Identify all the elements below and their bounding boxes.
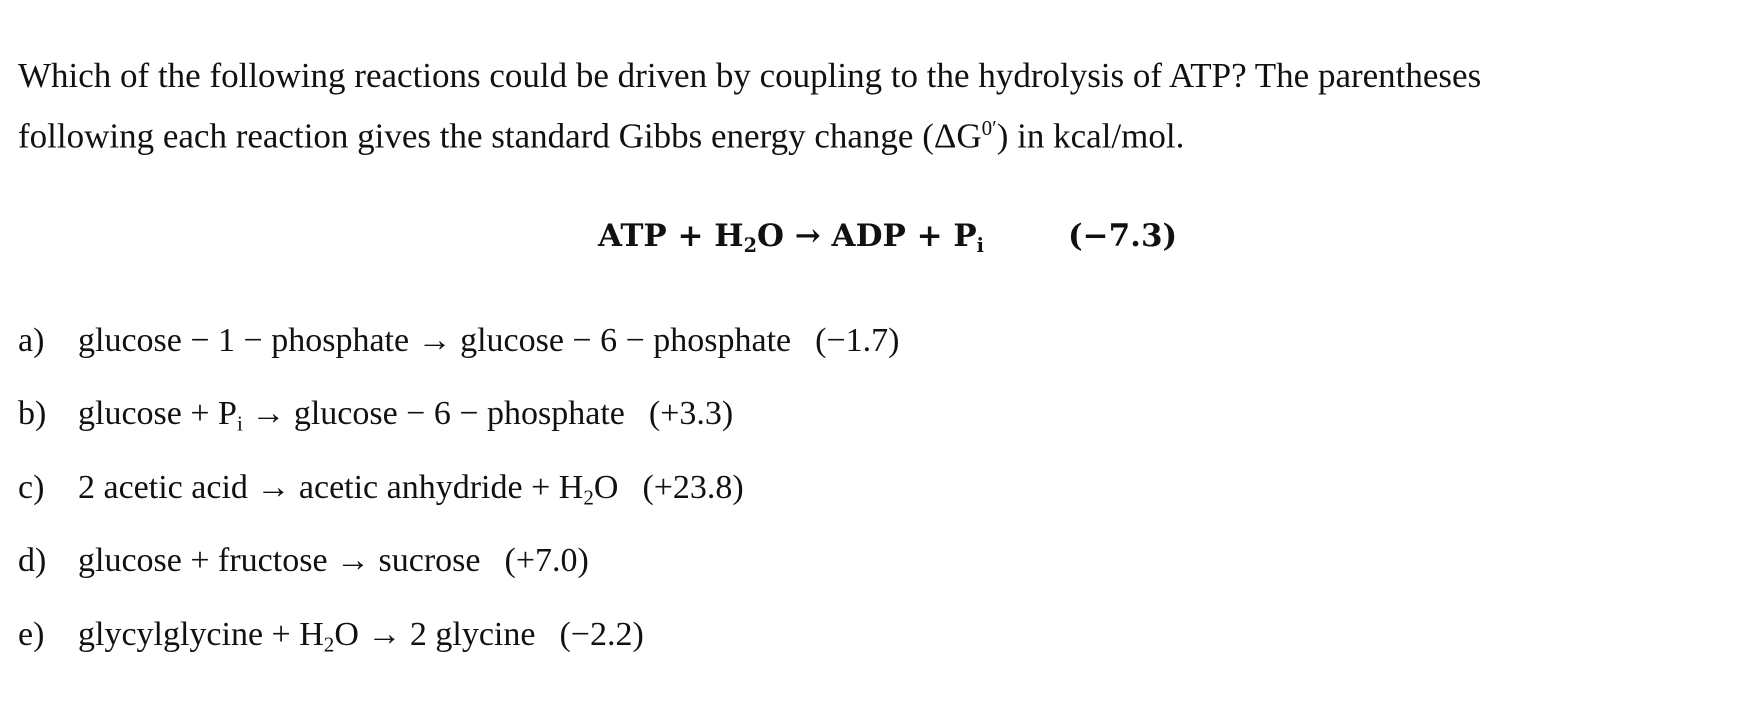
choice-reaction (78, 319, 791, 363)
question-text (18, 50, 1733, 163)
equation-part: O → ADP + P (756, 218, 977, 254)
reaction-part: O → 2 glycine (334, 616, 536, 653)
question-line-2-start: following each reaction gives the standard Gibbs energy change (ΔG (18, 116, 982, 156)
gibbs-energy-value: (+3.3) (648, 395, 734, 432)
atp-hydrolysis-equation (598, 214, 1177, 258)
question-line-2 (18, 102, 1733, 163)
reaction-part: glucose + P (78, 395, 237, 432)
gibbs-energy-value: (−7.3) (1067, 218, 1178, 254)
question-line-2-end: ) in kcal/mol. (996, 116, 1185, 156)
choice-letter: e) (18, 616, 45, 653)
subscript: i (976, 233, 984, 257)
answer-choice-c[interactable] (18, 466, 744, 510)
gibbs-energy-value: (+7.0) (504, 542, 589, 579)
equation-part: ATP + H (598, 218, 744, 254)
question-line-1: Which of the following reactions could be driven by coupling to the hydrolysis of ATP? The parentheses (18, 56, 1482, 95)
choice-letter: c) (18, 469, 45, 506)
choice-reaction (78, 539, 481, 583)
choice-letter: d) (18, 542, 47, 579)
answer-choice-a[interactable] (18, 319, 899, 363)
reaction-part: O (593, 469, 619, 506)
reaction-part: → glucose − 6 − phosphate (242, 395, 625, 432)
reaction-part: glycylglycine + H (78, 616, 324, 653)
reaction-part: glucose + fructose → sucrose (78, 542, 481, 579)
choice-reaction (78, 613, 535, 657)
choice-reaction (78, 466, 618, 510)
choice-letter: a) (18, 322, 45, 359)
reaction-part: 2 acetic acid → acetic anhydride + H (78, 469, 584, 506)
subscript: 2 (323, 632, 335, 657)
subscript: i (236, 411, 243, 436)
gibbs-energy-value: (−1.7) (815, 322, 900, 359)
gibbs-energy-value: (−2.2) (559, 616, 644, 653)
answer-choice-b[interactable] (18, 392, 733, 436)
reaction-part: glucose − 1 − phosphate → glucose − 6 − phosphate (78, 322, 792, 359)
subscript: 2 (583, 485, 594, 510)
gibbs-energy-value: (+23.8) (642, 469, 744, 506)
choice-reaction (78, 392, 625, 436)
answer-choice-e[interactable] (18, 613, 644, 657)
answer-choice-d[interactable] (18, 539, 589, 583)
subscript: 2 (743, 233, 757, 257)
standard-state-superscript: 0′ (981, 116, 997, 140)
choice-letter: b) (18, 395, 47, 432)
